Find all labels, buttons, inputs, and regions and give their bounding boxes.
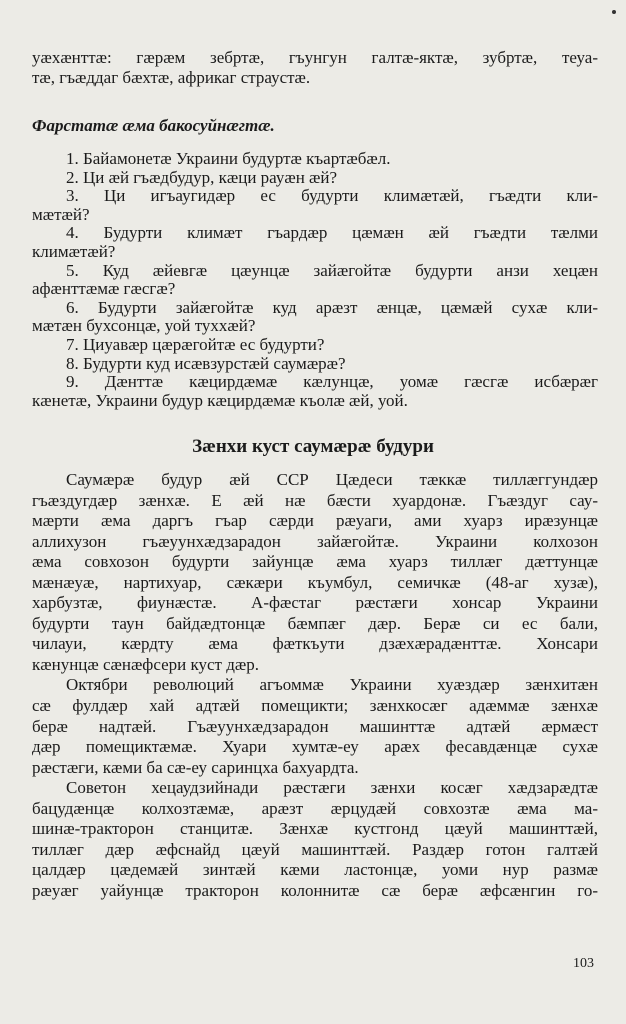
text-line: дæр помещиктæмæ. Хуари хумтæ-еу арæх фесавдæнцæ сухæ (32, 737, 598, 757)
text-line: бацудæнцæ колхозтæмæ, арæзт æрцудæй совхозтæ æма ма- (32, 798, 598, 818)
text-line: Октябри революций агъоммæ Украини хуæздæр зæнхитæн (66, 675, 598, 695)
intro-paragraph (32, 48, 598, 88)
question-line: 2. Ци æй гъæдбудур, кæци рауæн æй? (66, 168, 338, 187)
question-line: 6. Будурти зайæгойтæ куд арæзт æнцæ, цæмæй сухæ кли- (66, 298, 598, 317)
question-line: 1. Байамонетæ Украини будуртæ къартæбæл. (66, 150, 391, 168)
section-title: Зæнхи куст саумæрæ будури (192, 436, 434, 457)
questions-heading: Фарстатæ æма бакосуйнæгтæ. (32, 116, 275, 135)
question-line: 4. Будурти климæт гъардæр цæмæн æй гъæдти тæлми (66, 224, 598, 243)
page-number: 103 (573, 956, 594, 971)
text-line: гъæздугдæр зæнхæ. Е æй нæ бæсти хуардонæ. Гъæздуг сау- (32, 490, 598, 510)
question-line: мæтæй? (32, 205, 90, 224)
question-line: 9. Дæнттæ кæцирдæмæ кæлунцæ, уомæ гæсгæ исбæрæг (66, 373, 598, 392)
text-line: мæнæуæ, нартихуар, сæкæри къумбул, семичкæ (48-аг хузæ), (32, 572, 598, 592)
text-line: уæхæнттæ: гæрæм зебртæ, гъунгун галтæ-яктæ, зубртæ, теуа- (32, 48, 598, 67)
text-line: рæуæг уайунцæ тракторон колоннитæ сæ берæ æфсæнгин го- (32, 880, 598, 900)
text-line: Советон хецаудзийнади рæстæги зæнхи косæг хæдзарæдтæ (66, 778, 598, 798)
text-line: цалдæр цæдемæй зинтæй кæми ластонцæ, уоми нур размæ (32, 860, 598, 880)
text-line: берæ надтæй. Гъæуунхæдзарадон машинттæ адтæй æрмæст (32, 716, 598, 736)
text-line: æма совхозон будурти зайунцæ æма хуарз тиллæг дæттунцæ (32, 552, 598, 572)
question-line: мæтæн бухсонцæ, уой туххæй? (32, 317, 256, 336)
text-line: мæрти æма даргъ гъар сæрди рæуаги, ами хуарз ирæзунцæ (32, 511, 598, 531)
text-line: тæ, гъæддаг бæхтæ, африкаг страустæ. (32, 68, 311, 87)
text-line: кæнунцæ сæнæфсери куст дæр. (32, 654, 259, 674)
question-line: 3. Ци игъаугидæр ес будурти климæтæй, гъæдти кли- (66, 187, 598, 206)
text-line: аллихузон гъæуунхæдзарадон зайæгойтæ. Украини колхозон (32, 531, 598, 551)
question-line: кæнетæ, Украини будур кæцирдæмæ къолæ æй, уой. (32, 391, 408, 410)
questions-list (32, 150, 598, 410)
text-line: шинæ-тракторон станцитæ. Зæнхæ кустгонд цæуй машинттæй, (32, 819, 598, 839)
corner-mark (612, 10, 616, 14)
question-line: 7. Циуавæр цæрæгойтæ ес будурти? (66, 335, 325, 354)
text-line: тиллæг дæр æфснайд цæуй машинттæй. Раздæр готон галтæй (32, 839, 598, 859)
text-line: сæ фулдæр хай адтæй помещикти; зæнхкосæг адæммæ зæнхæ (32, 696, 598, 716)
text-line: харбузтæ, фиунæстæ. А-фæстаг рæстæги хонсар Украини (32, 593, 598, 613)
text-line: рæстæги, кæми ба сæ-еу саринцха бахуардта. (32, 757, 359, 777)
text-line: чилауи, кæрдту æма фæткъути дзæхæрадæнттæ. Хонсари (32, 634, 598, 654)
body-text (32, 470, 598, 901)
text-line: Саумæрæ будур æй ССР Цæдеси тæккæ тиллæггундæр (66, 470, 598, 489)
text-line: будурти таун байдæдтонцæ бæмпæг дæр. Берæ си ес бали, (32, 613, 598, 633)
question-line: афæнттæмæ гæсгæ? (32, 280, 176, 299)
question-line: 5. Куд æйевгæ цæунцæ зайæгойтæ будурти анзи хецæн (66, 261, 598, 280)
question-line: 8. Будурти куд исæвзурстæй саумæрæ? (66, 354, 346, 373)
question-line: климæтæй? (32, 242, 116, 261)
